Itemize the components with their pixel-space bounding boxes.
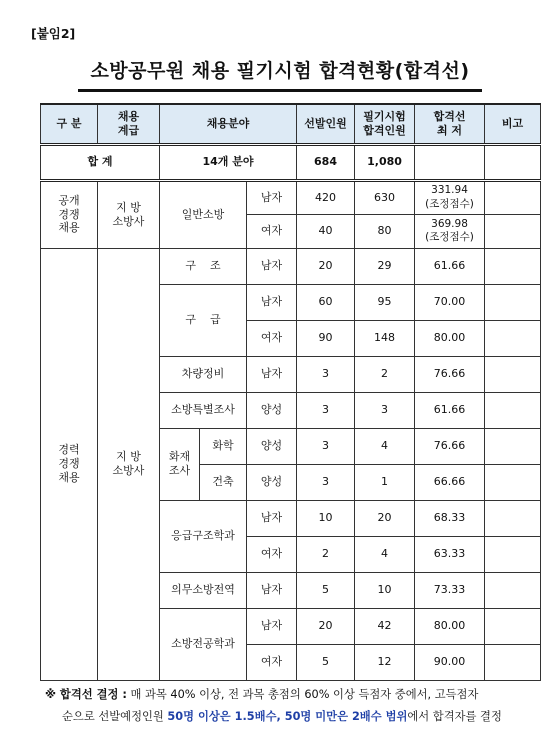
open-field: 일반소방 bbox=[160, 180, 247, 248]
results-table bbox=[40, 103, 541, 681]
page-title: 소방공무원 채용 필기시험 합격현황(합격선) bbox=[90, 60, 470, 82]
total-label: 합 계 bbox=[41, 144, 160, 180]
title-underline bbox=[78, 89, 482, 92]
total-selected: 684 bbox=[297, 144, 355, 180]
field-conscript: 의무소방전역 bbox=[160, 572, 247, 608]
total-passed: 1,080 bbox=[355, 144, 415, 180]
field-vehicle: 차량정비 bbox=[160, 356, 247, 392]
career-rank: 지 방 소방사 bbox=[98, 248, 160, 680]
header-row bbox=[41, 104, 541, 144]
table-row: 차량정비 남자 3 2 76.66 bbox=[41, 356, 541, 392]
cutoff-note bbox=[45, 684, 545, 728]
note-text2a: 순으로 선발예정인원 bbox=[62, 710, 168, 723]
table-row: 응급구조학과 남자 10 20 68.33 bbox=[41, 500, 541, 536]
table-row: 의무소방전역 남자 5 10 73.33 bbox=[41, 572, 541, 608]
table-row: 여자 40 80 369.98 (조정점수) bbox=[41, 214, 541, 248]
table-row: 경력 경쟁 채용 지 방 소방사 구 조 남자 20 29 61.66 bbox=[41, 248, 541, 284]
field-special: 소방특별조사 bbox=[160, 392, 247, 428]
table-row: 여자 5 12 90.00 bbox=[41, 644, 541, 680]
career-category: 경력 경쟁 채용 bbox=[41, 248, 98, 680]
open-category: 공개 경쟁 채용 bbox=[41, 180, 98, 248]
note-text1: 매 과목 40% 이상, 전 과목 총점의 60% 이상 득점자 중에서, 고득점자 bbox=[126, 688, 479, 701]
table-row: 공개 경쟁 채용 지 방 소방사 일반소방 남자 420 630 331.94 (조정점수) bbox=[41, 180, 541, 214]
field-rescue: 구 조 bbox=[160, 248, 247, 284]
total-field: 14개 분야 bbox=[160, 144, 297, 180]
header-rank: 채용 계급 bbox=[98, 104, 160, 144]
field-chem: 화학 bbox=[200, 428, 247, 464]
field-fireschool: 소방전공학과 bbox=[160, 608, 247, 680]
field-fire-investigation: 화재 조사 bbox=[160, 428, 200, 500]
total-row bbox=[41, 144, 541, 180]
table-row: 화재 조사 화학 양성 3 4 76.66 bbox=[41, 428, 541, 464]
table-row: 소방특별조사 양성 3 3 61.66 bbox=[41, 392, 541, 428]
table-row: 건축 양성 3 1 66.66 bbox=[41, 464, 541, 500]
field-arch: 건축 bbox=[200, 464, 247, 500]
header-cutoff: 합격선 최 저 bbox=[415, 104, 485, 144]
note-mark: ※ 합격선 결정 : bbox=[45, 688, 127, 701]
note-text2b: 에서 합격자를 결정 bbox=[407, 710, 502, 723]
open-rank: 지 방 소방사 bbox=[98, 180, 160, 248]
header-category: 구 분 bbox=[41, 104, 98, 144]
header-remark: 비고 bbox=[485, 104, 541, 144]
table-row: 여자 2 4 63.33 bbox=[41, 536, 541, 572]
table-row: 구 급 남자 60 95 70.00 bbox=[41, 284, 541, 320]
header-selected: 선발인원 bbox=[297, 104, 355, 144]
field-emergency: 응급구조학과 bbox=[160, 500, 247, 572]
attachment-tag: [붙임2] bbox=[31, 26, 76, 41]
header-passed: 필기시험 합격인원 bbox=[355, 104, 415, 144]
header-field: 채용분야 bbox=[160, 104, 297, 144]
table-row: 소방전공학과 남자 20 42 80.00 bbox=[41, 608, 541, 644]
field-firstaid: 구 급 bbox=[160, 284, 247, 356]
note-highlight: 50명 이상은 1.5배수, 50명 미만은 2배수 범위 bbox=[167, 710, 408, 723]
table-row: 여자 90 148 80.00 bbox=[41, 320, 541, 356]
